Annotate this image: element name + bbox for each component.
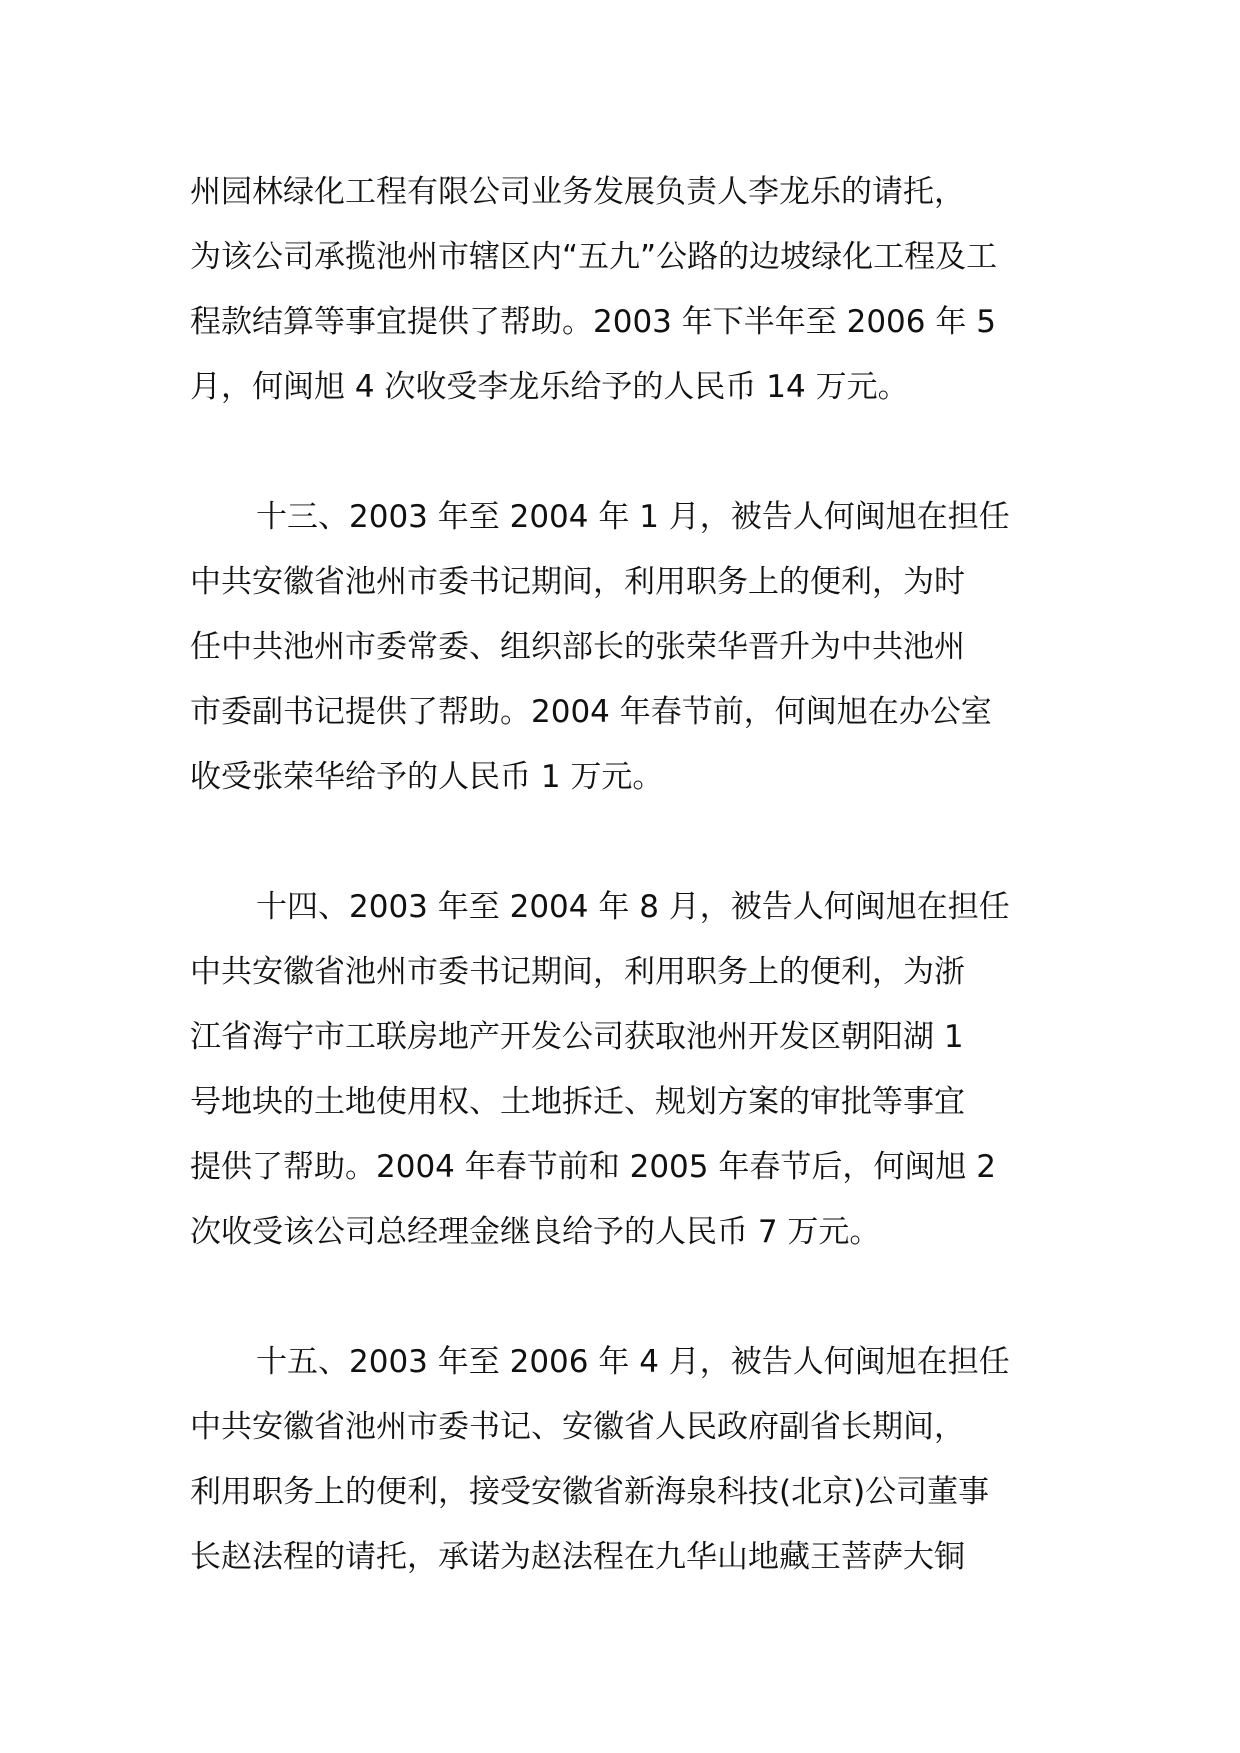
paragraph-item-13 (190, 485, 1070, 810)
paragraph-item-14 (190, 875, 1070, 1265)
text-line: 提供了帮助。2004 年春节前和 2005 年春节后，何闽旭 2 (190, 1149, 996, 1185)
text-line: 中共安徽省池州市委书记期间，利用职务上的便利，为浙 (190, 954, 965, 990)
text-line: 州园林绿化工程有限公司业务发展负责人李龙乐的请托， (190, 174, 965, 210)
text-line: 十四、2003 年至 2004 年 8 月，被告人何闽旭在担任 (256, 889, 1010, 925)
text-line: 程款结算等事宜提供了帮助。2003 年下半年至 2006 年 5 (190, 304, 996, 340)
text-line: 江省海宁市工联房地产开发公司获取池州开发区朝阳湖 1 (190, 1019, 964, 1055)
text-line: 十三、2003 年至 2004 年 1 月，被告人何闽旭在担任 (256, 499, 1010, 535)
text-line: 月，何闽旭 4 次收受李龙乐给予的人民币 14 万元。 (190, 369, 909, 405)
text-line: 十五、2003 年至 2006 年 4 月，被告人何闽旭在担任 (256, 1344, 1010, 1380)
text-line: 号地块的土地使用权、土地拆迁、规划方案的审批等事宜 (190, 1084, 965, 1120)
text-line: 利用职务上的便利，接受安徽省新海泉科技(北京)公司董事 (190, 1474, 990, 1510)
document-body (190, 160, 1070, 1655)
text-line: 市委副书记提供了帮助。2004 年春节前，何闽旭在办公室 (190, 694, 992, 730)
text-line: 任中共池州市委常委、组织部长的张荣华晋升为中共池州 (190, 629, 965, 665)
text-line: 长赵法程的请托，承诺为赵法程在九华山地藏王菩萨大铜 (190, 1539, 965, 1575)
text-line: 次收受该公司总经理金继良给予的人民币 7 万元。 (190, 1214, 881, 1250)
paragraph-continuation (190, 160, 1070, 420)
text-line: 中共安徽省池州市委书记、安徽省人民政府副省长期间， (190, 1409, 965, 1445)
text-line: 为该公司承揽池州市辖区内“五九”公路的边坡绿化工程及工 (190, 239, 998, 275)
text-line: 中共安徽省池州市委书记期间，利用职务上的便利，为时 (190, 564, 965, 600)
paragraph-item-15 (190, 1330, 1070, 1590)
text-line: 收受张荣华给予的人民币 1 万元。 (190, 759, 664, 795)
